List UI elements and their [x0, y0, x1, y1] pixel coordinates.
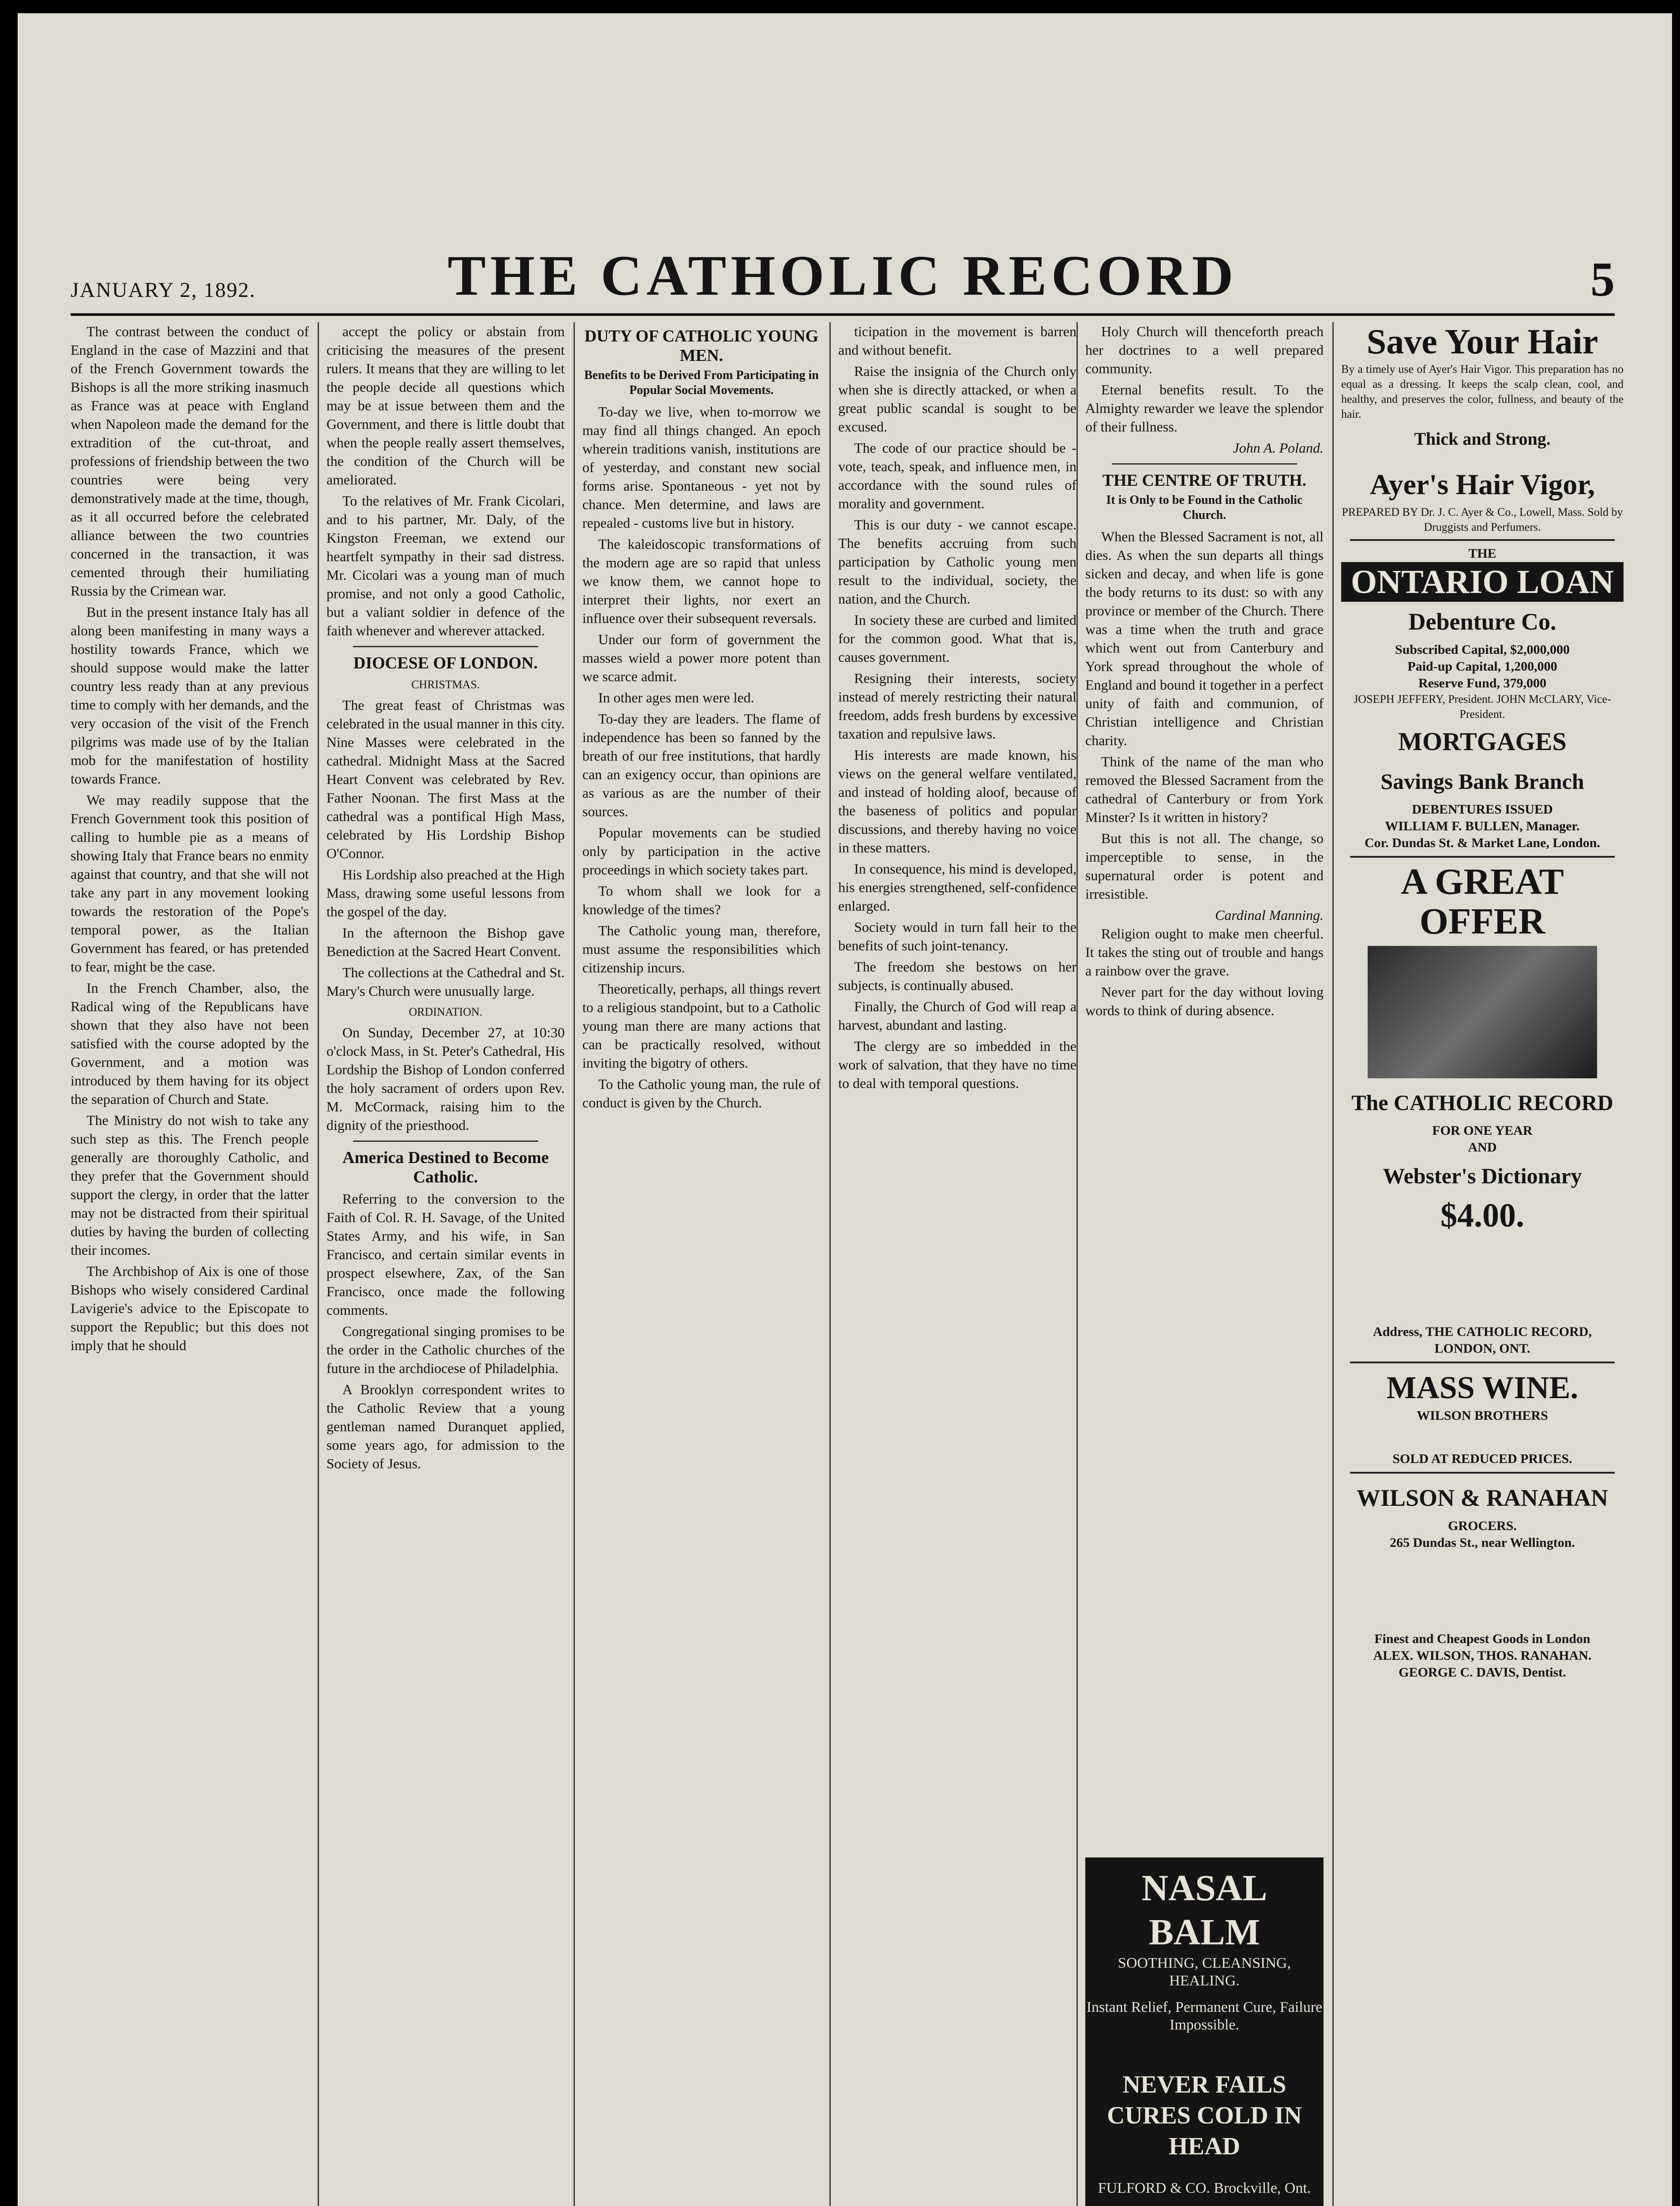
paragraph: A Brooklyn correspondent writes to the Catholic Review that a young gentleman named Duranquet applied, some years ago, for admission to the Society of Jesus.	[326, 1381, 565, 1471]
newspaper-page	[18, 13, 1672, 2206]
finest-goods: Finest and Cheapest Goods in London	[1374, 1632, 1590, 1646]
great-offer: A GREAT OFFER	[1401, 861, 1564, 942]
paragraph: In other ages men were led.	[598, 690, 754, 705]
paragraph: On Sunday, December 27, at 10:30 o'clock Mass, in St. Peter's Cathedral, His Lordship the Bishop of London conferred the holy sacrament of orders upon Rev. M. McCormack, raising him to the dignity of the priesthood.	[326, 1024, 565, 1133]
offer-address: Address, THE CATHOLIC RECORD, LONDON, ONT.	[1373, 1324, 1592, 1356]
loan-label: Paid-up Capital,	[1407, 659, 1501, 674]
column-divider	[1076, 322, 1078, 2206]
loan-value: 1,200,000	[1504, 659, 1557, 674]
paragraph: But this is not all. The change, so imperceptible to sense, in the supernatural order is potent and irresistible.	[1085, 830, 1324, 902]
newspaper-title: THE CATHOLIC RECORD	[447, 244, 1238, 308]
paragraph: To the relatives of Mr. Frank Cicolari, and to his partner, Mr. Daly, of the Kingston Freeman, we extend our heartfelt sympathy in their sad distress. Mr. Cicolari was a young man of much promise, and not only a good Catholic, but a valiant soldier in defence of the faith whenever and wherever attacked.	[326, 493, 565, 638]
paragraph: To-day we live, when to-morrow we may find all things changed. An epoch wherein traditions vanish, institutions are of yesterday, and constant new social forms arise. Spontaneous - yet not by chance. Men determine, and laws are repealed - customs live but in history.	[582, 404, 821, 531]
column-divider	[574, 322, 575, 2206]
partners: ALEX. WILSON, THOS. RANAHAN.	[1373, 1648, 1592, 1663]
paragraph: Think of the name of the man who removed the Blessed Sacrament from the cathedral of Canterbury or from York Minster? Is it written in history?	[1085, 754, 1324, 825]
paragraph: The clergy are so imbedded in the work of salvation, that they have no time to deal with temporal questions.	[838, 1038, 1076, 1091]
ad-line: Instant Relief, Permanent Cure, Failure Impossible.	[1086, 1999, 1323, 2033]
dentist: GEORGE C. DAVIS, Dentist.	[1399, 1665, 1566, 1680]
paragraph: In the afternoon the Bishop gave Benediction at the Sacred Heart Convent.	[326, 925, 565, 959]
article-heading: DUTY OF CATHOLIC YOUNG MEN.	[584, 327, 819, 365]
diocese-heading: DIOCESE OF LONDON.	[353, 654, 538, 672]
ordination-label: ORDINATION.	[409, 1005, 483, 1018]
hair-ad-text: By a timely use of Ayer's Hair Vigor. This preparation has no equal as a dressing. It keeps the scalp clean, cool, and healthy, and preserves the color, fullness, and beauty of the hair.	[1341, 363, 1624, 420]
paragraph: Eternal benefits result. To the Almighty rewarder we leave the splendor of their fullness.	[1085, 382, 1324, 435]
paragraph: Popular movements can be studied only by participation in the active proceedings in which society takes part.	[582, 825, 821, 878]
hair-ad-title: Save Your Hair	[1366, 323, 1598, 361]
paragraph: His interests are made known, his views on the general welfare ventilated, and instead of holding aloof, because of the baseness of politics and popular discussions, and thereby having no voice in these matters.	[838, 747, 1076, 855]
paragraph: When the Blessed Sacrament is not, all dies. As when the sun departs all things sicken and decay, and when life is gone the body returns to its dust: so with any province or member of the Church. There was a time when the truth and grace which went out from Canterbury and York spread throughout the whole of England and bound it together in a perfect unity of faith and communion, of Christian intelligence and Christian charity.	[1085, 529, 1324, 748]
paragraph: Theoretically, perhaps, all things revert to a religious standpoint, but to a Catholic young man there are many actions that can be practically resolved, without inviting the bigotry of others.	[582, 981, 821, 1071]
hair-ad-sub: Thick and Strong.	[1414, 429, 1551, 449]
ad-divider	[1350, 856, 1615, 858]
offer-price: $4.00.	[1440, 1197, 1524, 1234]
paragraph: Society would in turn fall heir to the benefits of such joint-tenancy.	[838, 919, 1076, 953]
ad-divider	[1350, 1362, 1615, 1363]
paragraph: The great feast of Christmas was celebrated in the usual manner in this city. Nine Masses were celebrated in the cathedral. Midnight Mass at the Sacred Heart Convent was celebrated by Rev. Father Noonan. The first Mass at the cathedral was a pontifical High Mass, celebrated by His Lordship Bishop O'Connor.	[326, 697, 565, 861]
paragraph: Under our form of government the masses wield a power more potent than we scarce admit.	[582, 631, 821, 684]
dictionary-image	[1368, 946, 1597, 1078]
issue-date: JANUARY 2, 1892.	[71, 278, 256, 302]
paragraph: Finally, the Church of God will reap a harvest, abundant and lasting.	[838, 998, 1076, 1033]
paragraph: But in the present instance Italy has all along been manifesting in many ways a hostility towards France, which we should suppose would make the latter country less ready than at any previous time to comply with her demands, and the very occasion of the visit of the French pilgrims was made use of by the Italian mob for the manifestation of hostility towards France.	[71, 604, 309, 787]
advertisements-column	[1341, 322, 1624, 2206]
manager: WILLIAM F. BULLEN, Manager.	[1385, 819, 1580, 833]
article-subheading: It is Only to be Found in the Catholic Church.	[1106, 493, 1303, 522]
paragraph: The contrast between the conduct of England in the case of Mazzini and that of the French Government towards the Bishops is all the more striking inasmuch as France was at peace with England when Napoleon made the demand for the extradition of the cut-throat, and professions of friendship between the two countries were being very demonstratively made at the time, though, as it all occurred before the celebrated alliance between the two countries concerned in the transaction, it was cemented through their humiliating Russia by the Crimean war.	[71, 323, 309, 599]
america-heading: America Destined to Become Catholic.	[342, 1148, 549, 1186]
loan-label: Subscribed Capital,	[1395, 642, 1507, 657]
page-number: 5	[1590, 252, 1615, 306]
column-divider	[318, 322, 319, 2206]
ad-divider	[1350, 1472, 1615, 1474]
office: Cor. Dundas St. & Market Lane, London.	[1365, 836, 1600, 850]
signature: John A. Poland.	[1233, 440, 1324, 456]
debentures: DEBENTURES ISSUED	[1412, 802, 1553, 817]
paragraph: In consequence, his mind is developed, his energies strengthened, self-confidence enlarged.	[838, 861, 1076, 914]
masthead	[71, 225, 1615, 313]
column-4	[838, 322, 1076, 2206]
grocers-name: WILSON & RANAHAN	[1356, 1485, 1609, 1511]
section-rule	[353, 646, 538, 647]
hair-ad-maker: PREPARED BY Dr. J. C. Ayer & Co., Lowell, Mass. Sold by Druggists and Perfumers.	[1342, 506, 1623, 533]
paragraph: In society these are curbed and limited for the common good. What that is, causes government.	[838, 612, 1076, 665]
loan-officers: JOSEPH JEFFERY, President. JOHN McCLARY, Vice-President.	[1354, 693, 1611, 720]
paragraph: Resigning their interests, society instead of merely restricting their natural freedom, adds fresh burdens by excessive taxation and repulsive laws.	[838, 670, 1076, 742]
loan-the: THE	[1468, 546, 1496, 561]
loan-row	[1341, 658, 1624, 675]
paragraph: The kaleidoscopic transformations of the modern age are so rapid that unless we know them, we cannot hope to interpret their lights, nor exert an influence over their subsequent reversals.	[582, 536, 821, 626]
paragraph: The collections at the Cathedral and St. Mary's Church were unusually large.	[326, 964, 565, 999]
savings-branch: Savings Bank Branch	[1380, 769, 1584, 794]
paragraph: In the French Chamber, also, the Radical wing of the Republicans have shown that they also have not been satisfied with the course adopted by the Government, and a motion was introduced by them having for its object the separation of Church and State.	[71, 980, 309, 1107]
section-rule	[353, 1141, 538, 1142]
webster-dictionary: Webster's Dictionary	[1383, 1163, 1582, 1188]
ad-side-text: NEVER FAILS CURES COLD IN HEAD	[1107, 2071, 1302, 2160]
mortgages: MORTGAGES	[1398, 727, 1567, 756]
paragraph: Referring to the conversion to the Faith of Col. R. H. Savage, of the United States Army, and his wife, in San Francisco, and certain similar events in prospect elsewhere, Zax, of the San Francisco, once made the following comments.	[326, 1191, 565, 1318]
ad-title: NASAL BALM	[1141, 1868, 1268, 1953]
one-year: FOR ONE YEAR	[1432, 1123, 1533, 1138]
loan-value: $2,000,000	[1510, 642, 1570, 657]
mass-wine: MASS WINE.	[1386, 1370, 1579, 1405]
paragraph: accept the policy or abstain from criticising the measures of the present rulers. It means that they are willing to let the people decide all questions which may be at issue between them and the Government, and there is little doubt that when the people really assert themselves, the condition of the Church will be ameliorated.	[326, 323, 565, 488]
column-divider	[829, 322, 831, 2206]
paragraph: Never part for the day without loving words to think of during absence.	[1085, 984, 1324, 1018]
section-rule	[1112, 463, 1297, 465]
column-divider	[1332, 322, 1334, 2206]
column-2	[326, 322, 565, 2206]
loan-title: ONTARIO LOAN	[1341, 562, 1624, 602]
paragraph: The Catholic young man, therefore, must assume the responsibilities which citizenship incurs.	[582, 923, 821, 975]
ad-maker: FULFORD & CO. Brockville, Ont.	[1098, 2180, 1311, 2196]
paragraph: Holy Church will thenceforth preach her doctrines to a well prepared community.	[1085, 323, 1324, 376]
christmas-label: CHRISTMAS.	[411, 678, 480, 691]
column-5	[1085, 322, 1324, 1849]
paragraph: To the Catholic young man, the rule of conduct is given by the Church.	[582, 1076, 821, 1111]
column-1	[71, 322, 309, 2206]
column-3	[582, 322, 821, 2206]
loan-row	[1341, 675, 1624, 692]
paragraph: The freedom she bestows on her subjects, is continually abused.	[838, 959, 1076, 993]
paragraph: His Lordship also preached at the High Mass, drawing some useful lessons from the gospel of the day.	[326, 867, 565, 919]
loan-value: 379,000	[1503, 676, 1546, 690]
paragraph: ticipation in the movement is barren and without benefit.	[838, 323, 1076, 358]
grocers-address: 265 Dundas St., near Wellington.	[1390, 1535, 1575, 1550]
paragraph: This is our duty - we cannot escape. The benefits accruing from such participation by Catholic young men result to the individual, society, the nation, and the Church.	[838, 517, 1076, 607]
reduced-prices: SOLD AT REDUCED PRICES.	[1392, 1452, 1572, 1466]
paragraph: We may readily suppose that the French Government took this position of calling to humble pie as a means of showing Italy that France bears no enmity against that country, and that she will not take any part in any movement looking towards the restoration of the Pope's temporal power, as the Italian Government has feared, or has pretended to fear, might be the case.	[71, 792, 309, 975]
paragraph: To whom shall we look for a knowledge of the times?	[582, 883, 821, 917]
grocers-sub: GROCERS.	[1448, 1519, 1517, 1533]
loan-label: Reserve Fund,	[1418, 676, 1500, 690]
ad-divider	[1350, 539, 1615, 541]
paragraph: Congregational singing promises to be the order in the Catholic churches of the future in the archdiocese of Philadelphia.	[326, 1323, 565, 1376]
paragraph: Religion ought to make men cheerful. It takes the sting out of trouble and hangs a rainbow over the grave.	[1085, 926, 1324, 979]
paragraph: The Archbishop of Aix is one of those Bishops who wisely considered Cardinal Lavigerie's advice to the Episcopate to support the Republic; but this does not imply that he should	[71, 1263, 309, 1353]
article-heading: THE CENTRE OF TRUTH.	[1102, 471, 1307, 490]
paragraph: The Ministry do not wish to take any such step as this. The French people generally are thoroughly Catholic, and they prefer that the Government should support the clergy, in order that the latter may not be distracted from their spiritual duties by having the burden of collecting their incomes.	[71, 1112, 309, 1258]
loan-sub: Debenture Co.	[1408, 608, 1556, 635]
article-subheading: Benefits to be Derived From Participating in Popular Social Movements.	[584, 368, 819, 397]
nasal-balm-ad	[1085, 1857, 1324, 2206]
paragraph: To-day they are leaders. The flame of independence has been so fanned by the breath of our free institutions, that hardly can an exigency occur, than opinions are as various as are the number of their sources.	[582, 711, 821, 819]
ad-line: SOOTHING, CLEANSING, HEALING.	[1118, 1955, 1291, 1989]
offer-and: AND	[1468, 1140, 1497, 1155]
record-offer: The CATHOLIC RECORD	[1351, 1090, 1613, 1115]
masthead-rule	[71, 313, 1615, 316]
wilson-brothers: WILSON BROTHERS	[1417, 1408, 1548, 1423]
hair-ad-brand: Ayer's Hair Vigor,	[1369, 469, 1595, 501]
paragraph: The code of our practice should be - vote, teach, speak, and influence men, in accordance with the sound rules of morality and government.	[838, 440, 1076, 511]
paragraph: Raise the insignia of the Church only when she is directly attacked, or when a great public scandal is sought to be excused.	[838, 363, 1076, 435]
loan-row	[1341, 642, 1624, 658]
signature: Cardinal Manning.	[1215, 907, 1324, 923]
